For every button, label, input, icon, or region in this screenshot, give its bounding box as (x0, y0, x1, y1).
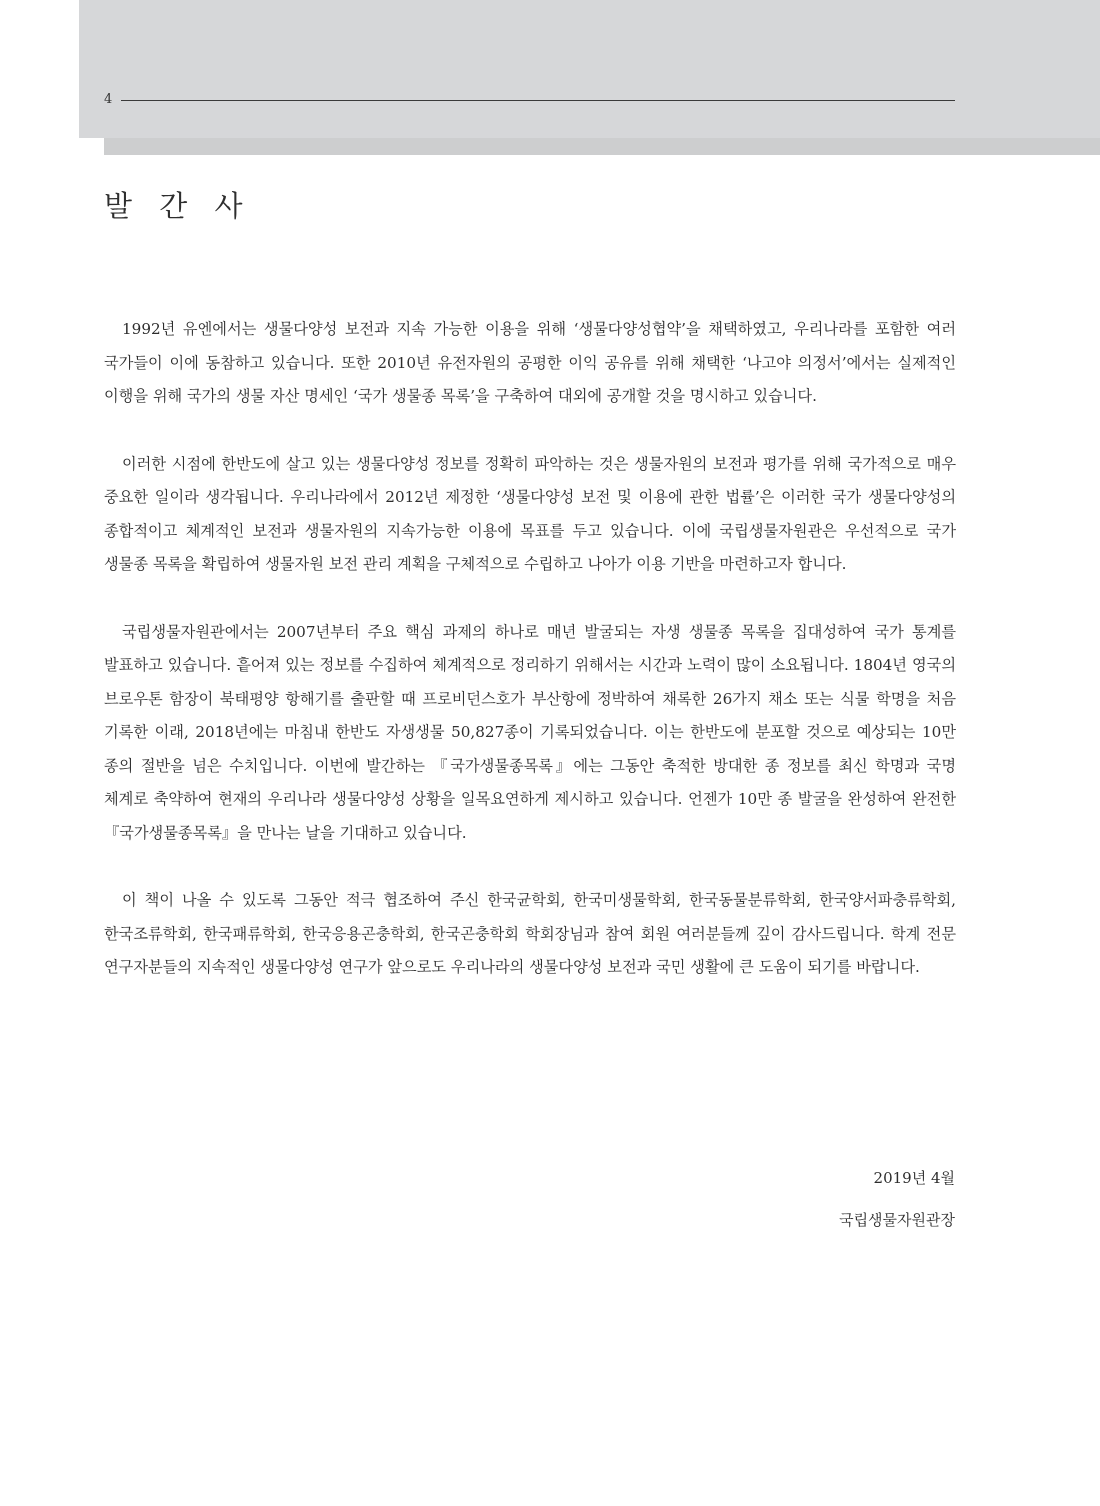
paragraph-1: 1992년 유엔에서는 생물다양성 보전과 지속 가능한 이용을 위해 ‘생물다양성협약’을 채택하였고, 우리나라를 포함한 여러 국가들이 이에 동참하고 있습니다. 또한 2010년 유전자원의 공평한 이익 공유를 위해 채택한 ‘나고야 의정서’에서는 실제적인 이행을 위해 국가의 생물 자산 명세인 ‘국가 생물종 목록’을 구축하여 대외에 공개할 것을 명시하고 있습니다. (104, 320, 956, 405)
closing-signature: 국립생물자원관장 (839, 1211, 955, 1229)
body-text (104, 313, 956, 1019)
paragraph-3: 국립생물자원관에서는 2007년부터 주요 핵심 과제의 하나로 매년 발굴되는 자생 생물종 목록을 집대성하여 국가 통계를 발표하고 있습니다. 흩어져 있는 정보를 수집하여 체계적으로 정리하기 위해서는 시간과 노력이 많이 소요됩니다. 1804년 영국의 브로우톤 함장이 북태평양 항해기를 출판할 때 프로비던스호가 부산항에 정박하여 채록한 26가지 채소 또는 식물 학명을 처음 기록한 이래, 2018년에는 마침내 한반도 자생생물 50,827종이 기록되었습니다. 이는 한반도에 분포할 것으로 예상되는 10만 종의 절반을 넘은 수치입니다. 이번에 발간하는 『국가생물종목록』에는 그동안 축적한 방대한 종 정보를 최신 학명과 국명 체계로 축약하여 현재의 우리나라 생물다양성 상황을 일목요연하게 제시하고 있습니다. 언젠가 10만 종 발굴을 완성하여 완전한 『국가생물종목록』을 만나는 날을 기대하고 있습니다. (104, 622, 956, 842)
closing-date: 2019년 4월 (873, 1169, 955, 1187)
header-band-accent (104, 138, 1100, 155)
paragraph-2: 이러한 시점에 한반도에 살고 있는 생물다양성 정보를 정확히 파악하는 것은 생물자원의 보전과 평가를 위해 국가적으로 매우 중요한 일이라 생각됩니다. 우리나라에서 2012년 제정한 ‘생물다양성 보전 및 이용에 관한 법률’은 이러한 국가 생물다양성의 종합적이고 체계적인 보전과 생물자원의 지속가능한 이용에 목표를 두고 있습니다. 이에 국립생물자원관은 우선적으로 국가 생물종 목록을 확립하여 생물자원 보전 관리 계획을 구체적으로 수립하고 나아가 이용 기반을 마련하고자 합니다. (104, 454, 956, 573)
page-title: 발 간 사 (104, 189, 252, 223)
paragraph-4: 이 책이 나올 수 있도록 그동안 적극 협조하여 주신 한국균학회, 한국미생물학회, 한국동물분류학회, 한국양서파충류학회, 한국조류학회, 한국패류학회, 한국응용곤충학회, 한국곤충학회 학회장님과 참여 회원 여러분들께 깊이 감사드립니다. 학계 전문 연구자분들의 지속적인 생물다양성 연구가 앞으로도 우리나라의 생물다양성 보전과 국민 생활에 큰 도움이 되기를 바랍니다. (104, 891, 956, 976)
header-rule (121, 100, 955, 101)
header-band (79, 0, 1100, 138)
page-number: 4 (104, 92, 113, 107)
